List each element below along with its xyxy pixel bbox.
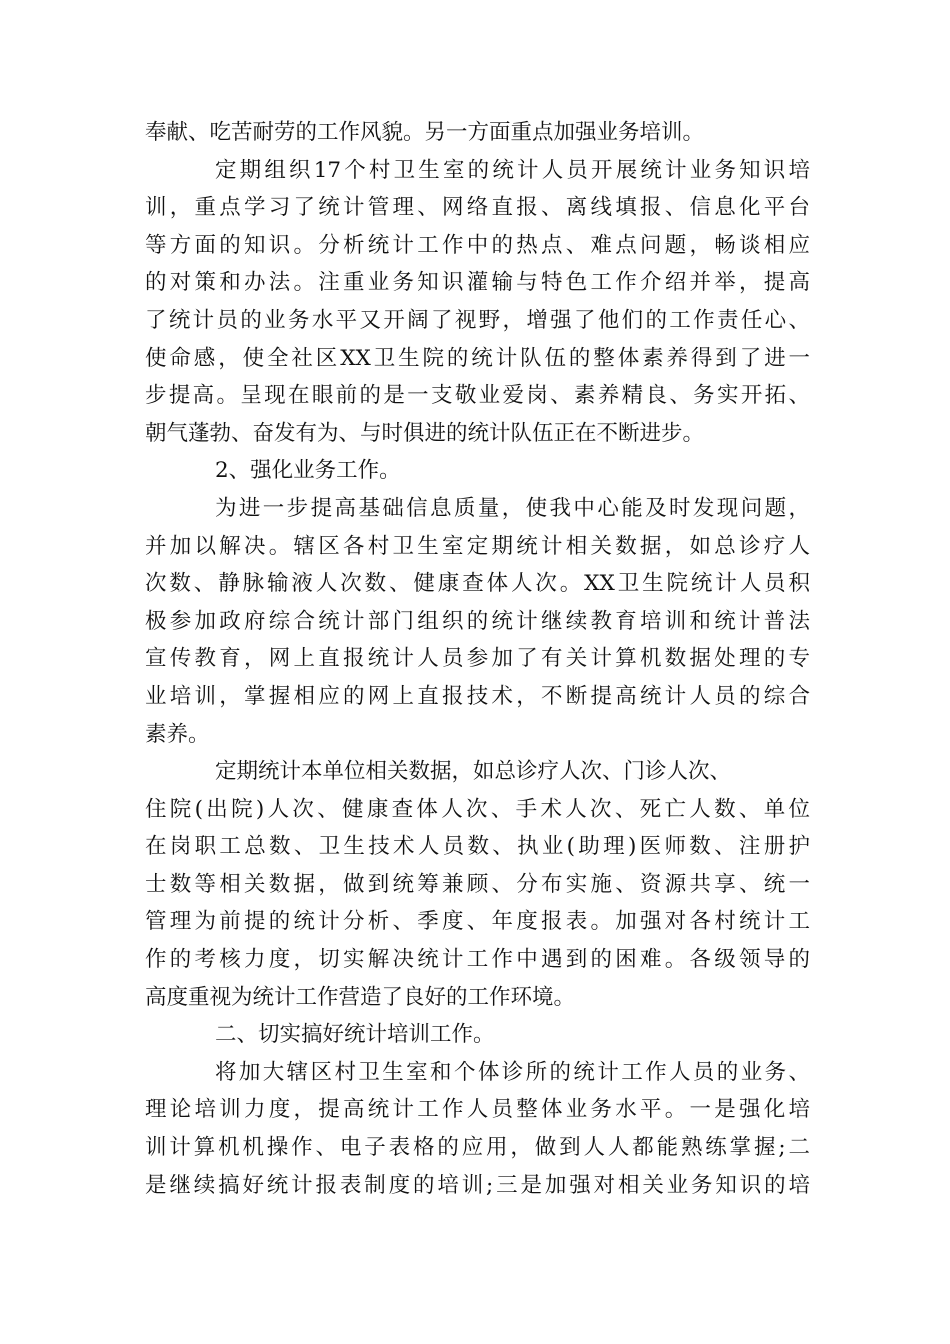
text-line: 训，重点学习了统计管理、网络直报、离线填报、信息化平台 <box>145 195 810 221</box>
text-line: 是继续搞好统计报表制度的培训;三是加强对相关业务知识的培 <box>145 1172 810 1198</box>
text-line: 素养。 <box>145 721 210 747</box>
section-heading: 2、强化业务工作。 <box>215 458 401 484</box>
text-line: 训计算机机操作、电子表格的应用，做到人人都能熟练掌握;二 <box>145 1135 810 1161</box>
text-line: 士数等相关数据，做到统筹兼顾、分布实施、资源共享、统一 <box>145 871 810 897</box>
text-line: 步提高。呈现在眼前的是一支敬业爱岗、素养精良、务实开拓、 <box>145 383 810 409</box>
text-line: 极参加政府综合统计部门组织的统计继续教育培训和统计普法 <box>145 608 810 634</box>
text-line: 定期统计本单位相关数据，如总诊疗人次、门诊人次、 <box>215 759 732 785</box>
text-line: 理论培训力度，提高统计工作人员整体业务水平。一是强化培 <box>145 1097 810 1123</box>
text-line: 并加以解决。辖区各村卫生室定期统计相关数据，如总诊疗人 <box>145 533 810 559</box>
text-line: 为进一步提高基础信息质量，使我中心能及时发现问题， <box>215 495 810 521</box>
text-line: 将加大辖区村卫生室和个体诊所的统计工作人员的业务、 <box>215 1059 810 1085</box>
text-line: 高度重视为统计工作营造了良好的工作环境。 <box>145 984 576 1010</box>
text-line: 次数、静脉输液人次数、健康查体人次。XX卫生院统计人员积 <box>145 571 810 597</box>
text-line: 了统计员的业务水平又开阔了视野，增强了他们的工作责任心、 <box>145 307 810 333</box>
text-line: 等方面的知识。分析统计工作中的热点、难点问题，畅谈相应 <box>145 232 810 258</box>
text-line: 住院(出院)人次、健康查体人次、手术人次、死亡人数、单位 <box>145 796 810 822</box>
document-body <box>145 114 810 1204</box>
text-line: 定期组织17个村卫生室的统计人员开展统计业务知识培 <box>215 157 810 183</box>
text-line: 管理为前提的统计分析、季度、年度报表。加强对各村统计工 <box>145 909 810 935</box>
text-line: 作的考核力度，切实解决统计工作中遇到的困难。各级领导的 <box>145 947 810 973</box>
text-line: 在岗职工总数、卫生技术人员数、执业(助理)医师数、注册护 <box>145 834 810 860</box>
text-line: 朝气蓬勃、奋发有为、与时俱进的统计队伍正在不断进步。 <box>145 420 705 446</box>
text-line: 宣传教育，网上直报统计人员参加了有关计算机数据处理的专 <box>145 646 810 672</box>
section-heading: 二、切实搞好统计培训工作。 <box>215 1022 495 1048</box>
text-line: 的对策和办法。注重业务知识灌输与特色工作介绍并举，提高 <box>145 270 810 296</box>
text-line: 使命感，使全社区XX卫生院的统计队伍的整体素养得到了进一 <box>145 345 810 371</box>
text-line: 业培训，掌握相应的网上直报技术，不断提高统计人员的综合 <box>145 683 810 709</box>
text-line: 奉献、吃苦耐劳的工作风貌。另一方面重点加强业务培训。 <box>145 120 705 145</box>
